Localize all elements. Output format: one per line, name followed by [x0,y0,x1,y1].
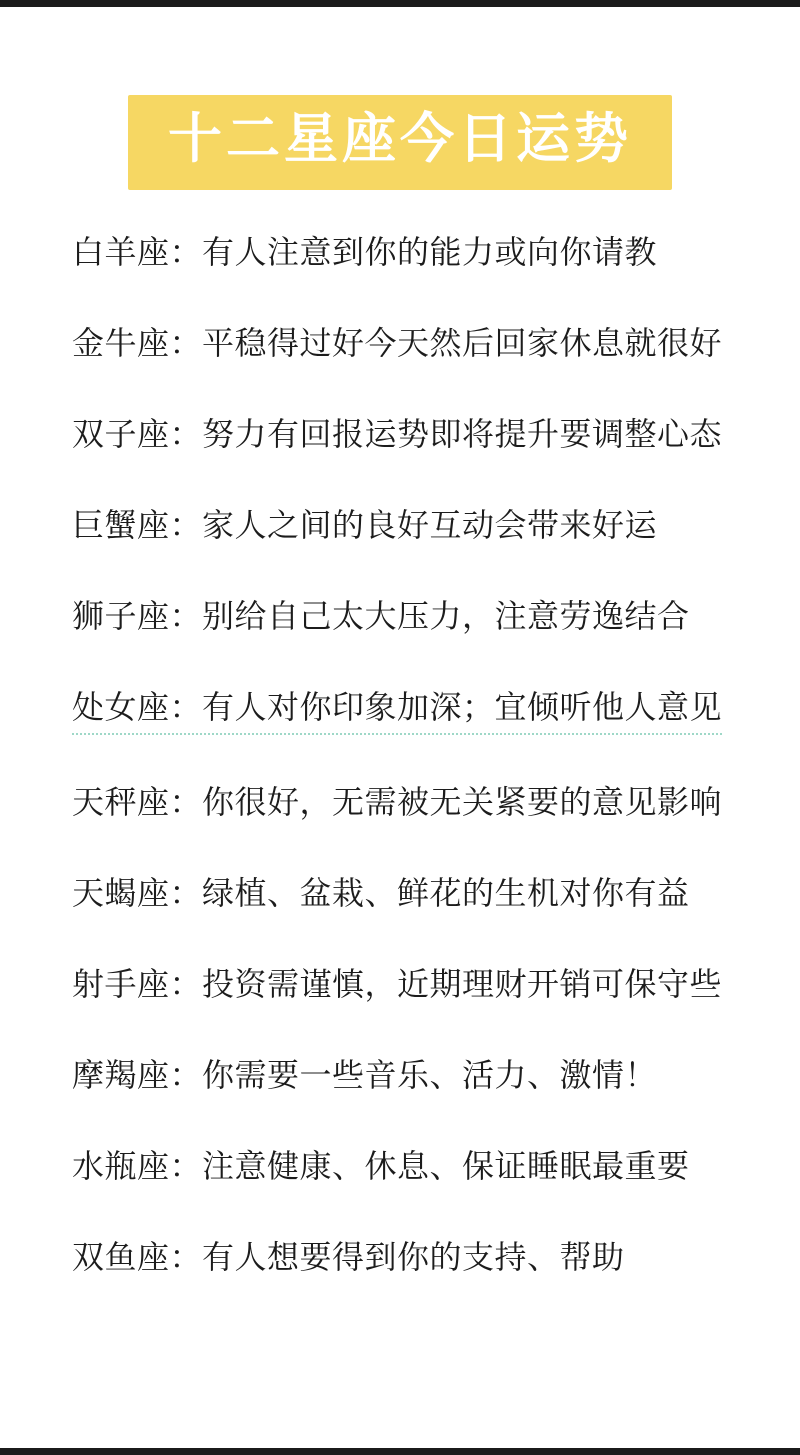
zodiac-sign: 处女座 [72,688,170,725]
list-item [72,505,748,549]
horoscope-text: 平稳得过好今天然后回家休息就很好 [202,324,723,361]
separator: ： [169,1238,203,1275]
list-item [72,1237,748,1281]
horoscope-text: 你很好，无需被无关紧要的意见影响 [202,783,723,820]
zodiac-sign: 摩羯座 [72,1056,170,1093]
list-item [72,414,748,458]
title-container [0,95,800,190]
list-item [72,1146,748,1190]
horoscope-text: 有人注意到你的能力或向你请教 [202,233,658,270]
zodiac-sign: 水瓶座 [72,1147,170,1184]
list-item-highlighted [72,687,722,735]
separator: ： [169,783,203,820]
horoscope-text: 别给自己太大压力，注意劳逸结合 [202,597,690,634]
separator: ： [169,874,203,911]
page-content [0,7,800,1448]
zodiac-sign: 双子座 [72,415,170,452]
horoscope-text: 绿植、盆栽、鲜花的生机对你有益 [202,874,690,911]
zodiac-sign: 天秤座 [72,783,170,820]
separator: ： [169,324,203,361]
separator: ： [169,688,203,725]
horoscope-text: 有人对你印象加深；宜倾听他人意见 [202,688,723,725]
top-edge-bar [0,0,800,7]
zodiac-sign: 射手座 [72,965,170,1002]
separator: ： [169,1147,203,1184]
list-item [72,782,748,826]
zodiac-sign: 狮子座 [72,597,170,634]
horoscope-text: 家人之间的良好互动会带来好运 [202,506,658,543]
separator: ： [169,233,203,270]
separator: ： [169,506,203,543]
zodiac-sign: 巨蟹座 [72,506,170,543]
list-item [72,1055,748,1099]
list-item [72,964,748,1008]
separator: ： [169,1056,203,1093]
page-title: 十二星座今日运势 [168,109,632,169]
list-item [72,323,748,367]
horoscope-text: 你需要一些音乐、活力、激情！ [202,1056,658,1093]
horoscope-text: 努力有回报运势即将提升要调整心态 [202,415,723,452]
zodiac-sign: 金牛座 [72,324,170,361]
zodiac-sign: 天蝎座 [72,874,170,911]
horoscope-text: 有人想要得到你的支持、帮助 [202,1238,625,1275]
horoscope-text: 注意健康、休息、保证睡眠最重要 [202,1147,690,1184]
separator: ： [169,965,203,1002]
list-item [72,232,748,276]
zodiac-sign: 双鱼座 [72,1238,170,1275]
separator: ： [169,415,203,452]
list-item [72,596,748,640]
title-banner [128,95,672,190]
horoscope-text: 投资需谨慎，近期理财开销可保守些 [202,965,723,1002]
zodiac-sign: 白羊座 [72,233,170,270]
separator: ： [169,597,203,634]
horoscope-list [0,232,800,1281]
list-item [72,873,748,917]
bottom-edge-bar [0,1448,800,1455]
